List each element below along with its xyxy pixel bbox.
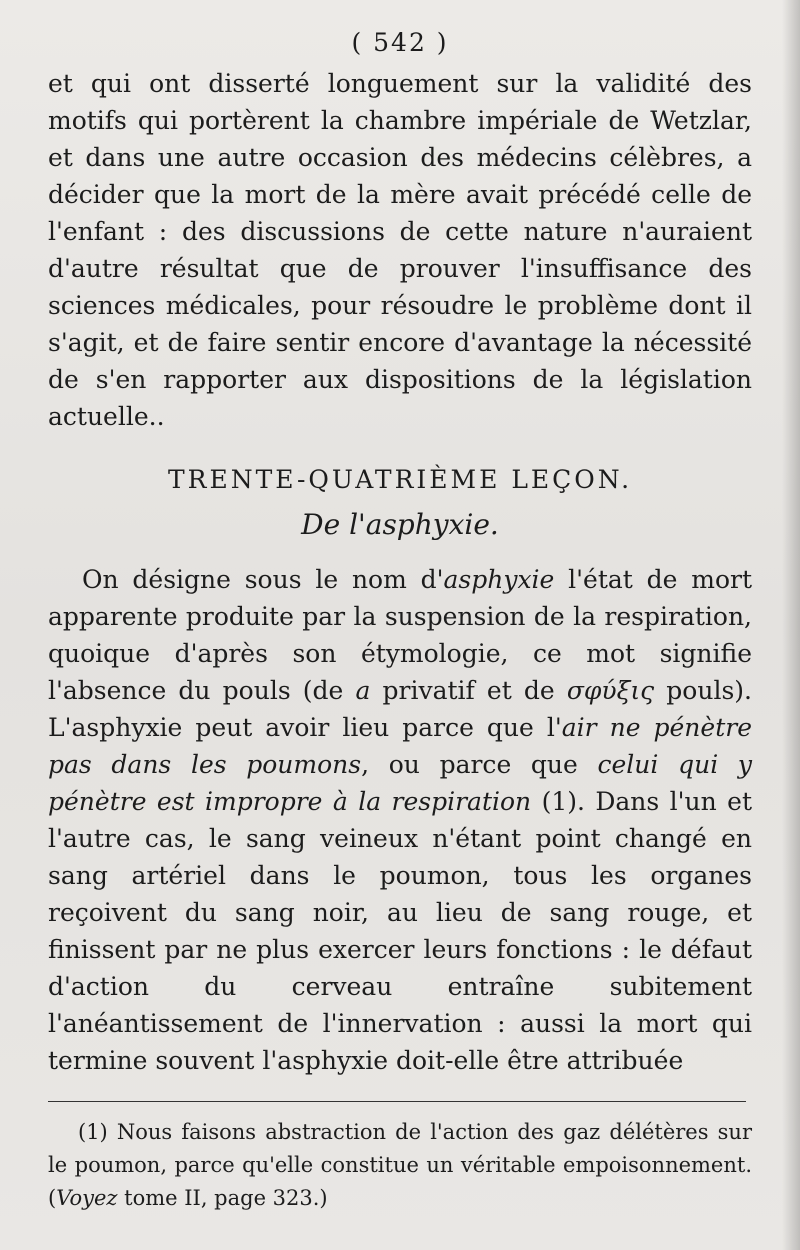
italic-phrase: celui qui y pénètre est impropre à la respiration	[48, 750, 752, 816]
text-run: (1). Dans l'un et l'autre cas, le sang veineux n'étant point changé en sang artériel dans le poumon, tous les organes reçoivent du sang noir, au lieu de sang rouge, et finissent par ne plus exercer leurs fonctions : le défaut d'action du cerveau entraîne subitement l'anéantissement de l'innervation : aussi la mort qui termine souvent l'asphyxie doit-elle être attribuée	[48, 787, 752, 1075]
text-run: l'état de mort apparente produite par la suspension de la respiration, quoique d'après son étymologie, ce mot signifie l'absence du pouls (de	[48, 565, 752, 705]
italic-term: a	[355, 676, 371, 705]
italic-phrase: air ne pénètre pas dans les poumons	[48, 713, 752, 779]
page-number: ( 542 )	[351, 28, 449, 57]
italic-term: asphyxie	[443, 565, 555, 594]
text-run: , ou parce que	[361, 750, 598, 779]
section-title: De l'asphyxie.	[301, 508, 499, 541]
text-run: (1) Nous faisons abstraction de l'action des gaz délétères sur le poumon, parce qu'elle constitue un véritable empoisonnement. (	[48, 1120, 752, 1210]
chapter-title: TRENTE-QUATRIÈME LEÇON.	[167, 465, 633, 494]
body-text	[48, 65, 752, 1079]
footnote-text	[48, 1116, 752, 1215]
main-paragraph	[48, 561, 752, 1079]
greek-term: σφύξις	[566, 676, 655, 705]
page-edge-shadow	[782, 0, 800, 1250]
italic-term: Voyez	[56, 1186, 118, 1210]
footnote	[48, 1116, 752, 1215]
text-run: On désigne sous le nom d'	[82, 565, 444, 594]
continuation-paragraph: et qui ont disserté longuement sur la validité des motifs qui portèrent la chambre impériale de Wetzlar, et dans une autre occasion des médecins célèbres, a décider que la mort de la mère avait précédé celle de l'enfant : des discussions de cette nature n'auraient d'autre résultat que de prouver l'insuffisance des sciences médicales, pour résoudre le problème dont il s'agit, et de faire sentir encore d'avantage la nécessité de s'en rapporter aux dispositions de la législation actuelle..	[48, 69, 752, 431]
text-run: privatif et de	[370, 676, 567, 705]
footnote-divider	[48, 1101, 746, 1102]
text-run: tome II, page 323.)	[117, 1186, 328, 1210]
text-run: pouls). L'asphyxie peut avoir lieu parce que l'	[48, 676, 752, 742]
